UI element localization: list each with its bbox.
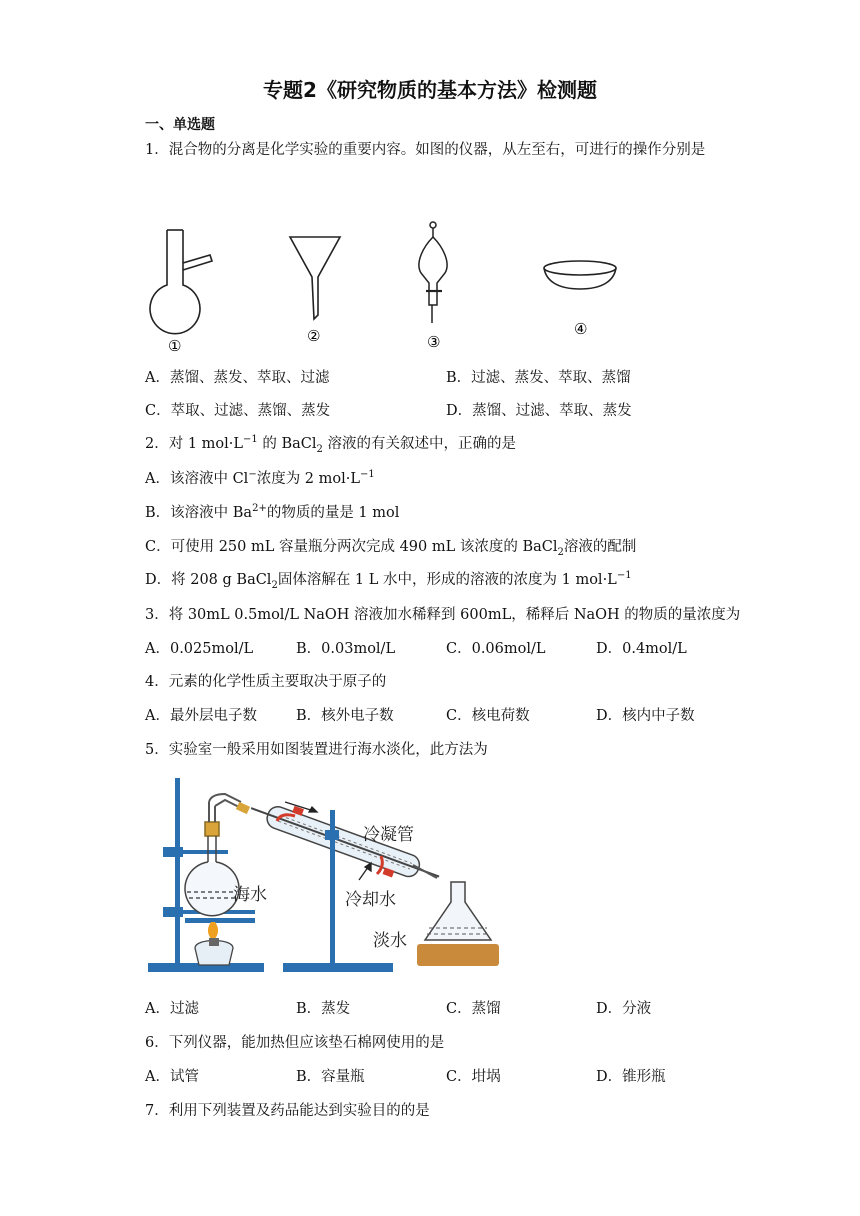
question-6-stem: 6．下列仪器，能加热但应该垫石棉网使用的是 — [145, 1035, 445, 1051]
q6-option-b[interactable]: B．容量瓶 — [296, 1069, 365, 1085]
stopper-icon — [236, 802, 250, 814]
label-3: ③ — [427, 333, 441, 351]
q1-option-d[interactable]: D．蒸馏、过滤、萃取、蒸发 — [446, 403, 632, 419]
q6-option-d[interactable]: D．锥形瓶 — [596, 1069, 666, 1085]
funnel-icon — [290, 237, 340, 319]
cooling-water-in-arrow-icon — [359, 863, 371, 880]
q2-option-a[interactable]: A．该溶液中 Cl−浓度为 2 $mol\cdot L^{-1}$ — [145, 469, 375, 487]
q4-option-b[interactable]: B．核外电子数 — [296, 708, 394, 724]
section-heading: 一、单选题 — [145, 117, 215, 133]
q3-option-a[interactable]: A．0.025mol/L — [145, 641, 254, 657]
q3-option-c[interactable]: C．0.06mol/L — [446, 641, 546, 657]
conical-flask-icon — [417, 882, 499, 966]
q6-option-c[interactable]: C．坩埚 — [446, 1069, 501, 1085]
q5-option-d[interactable]: D．分液 — [596, 1001, 652, 1017]
label-1: ① — [168, 337, 182, 355]
cooling-water-label: 冷却水 — [345, 890, 396, 910]
seawater-label: 海水 — [233, 885, 267, 905]
page-title: 专题2《研究物质的基本方法》检测题 — [263, 78, 597, 102]
q6-option-a[interactable]: A．试管 — [145, 1069, 199, 1085]
q2-option-d[interactable]: D．将 208 g BaCl$_2$固体溶解在 1 L 水中，形成的溶液的浓度为 1 $mol\cdot L^{-1}$ — [145, 570, 632, 591]
q5-option-c[interactable]: C．蒸馏 — [446, 1001, 501, 1017]
question-4-stem: 4．元素的化学性质主要取决于原子的 — [145, 674, 387, 690]
round-flask-icon — [185, 822, 239, 916]
q2-option-b[interactable]: B．该溶液中 $Ba^{2+}$的物质的量是 1 mol — [145, 503, 400, 521]
q5-option-a[interactable]: A．过滤 — [145, 1001, 199, 1017]
q1-option-a[interactable]: A．蒸馏、蒸发、萃取、过滤 — [145, 370, 330, 386]
question-7-stem: 7．利用下列装置及药品能达到实验目的的是 — [145, 1103, 430, 1119]
q1-option-b[interactable]: B．过滤、蒸发、萃取、蒸馏 — [446, 370, 631, 386]
question-5-stem: 5．实验室一般采用如图装置进行海水淡化，此方法为 — [145, 742, 488, 758]
question-2-stem: 2．对 1 $mol\cdot L^{-1}$ 的 BaCl$_2$ 溶液的有关叙述中，正确的是 — [145, 434, 517, 455]
separatory-funnel-icon — [419, 222, 447, 323]
delivery-tube-icon — [209, 794, 241, 822]
q4-option-c[interactable]: C．核电荷数 — [446, 708, 530, 724]
q5-option-b[interactable]: B．蒸发 — [296, 1001, 351, 1017]
alcohol-lamp-icon — [195, 922, 233, 965]
evaporating-dish-icon — [544, 261, 616, 289]
q4-option-d[interactable]: D．核内中子数 — [596, 708, 695, 724]
label-4: ④ — [574, 320, 588, 338]
q4-option-a[interactable]: A．最外层电子数 — [145, 708, 257, 724]
q3-option-d[interactable]: D．0.4mol/L — [596, 641, 687, 657]
label-2: ② — [307, 327, 321, 345]
wire-gauze-icon — [185, 918, 255, 923]
condenser-icon — [245, 792, 445, 892]
distillation-flask-icon — [150, 230, 212, 334]
condenser-label: 冷凝管 — [363, 825, 414, 845]
q2-option-c[interactable]: C．可使用 250 mL 容量瓶分两次完成 490 mL 该浓度的 BaCl$_2$溶液的配制 — [145, 539, 637, 558]
distillation-apparatus-figure — [145, 770, 505, 978]
question-1-stem: 1．混合物的分离是化学实验的重要内容。如图的仪器，从左至右，可进行的操作分别是 — [145, 142, 706, 158]
q3-option-b[interactable]: B．0.03mol/L — [296, 641, 396, 657]
q1-apparatus-figure — [140, 215, 660, 355]
q1-option-c[interactable]: C．萃取、过滤、蒸馏、蒸发 — [145, 403, 331, 419]
question-3-stem: 3．将 30mL 0.5mol/L NaOH 溶液加水稀释到 600mL，稀释后 NaOH 的物质的量浓度为 — [145, 607, 741, 623]
freshwater-label: 淡水 — [373, 931, 407, 951]
